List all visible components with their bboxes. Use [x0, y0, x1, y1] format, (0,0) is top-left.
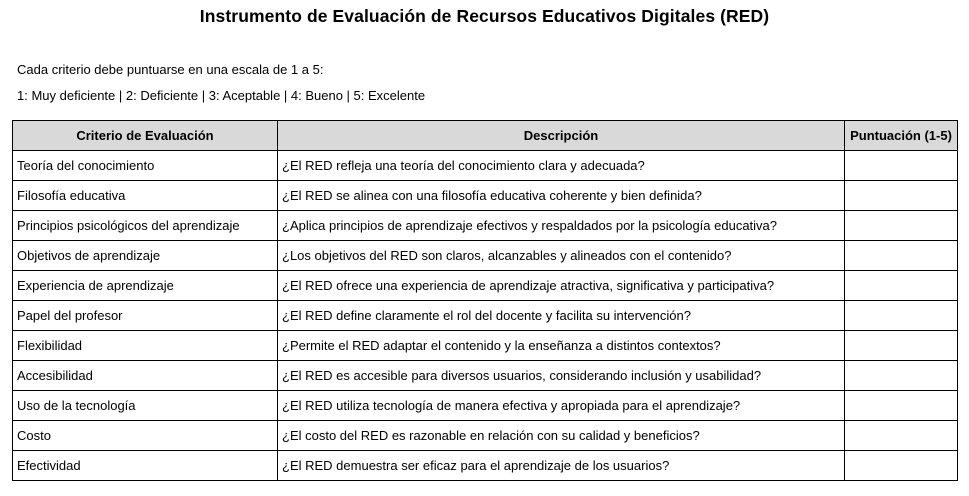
criterio-cell: Uso de la tecnología [13, 391, 278, 421]
criterio-cell: Filosofía educativa [13, 181, 278, 211]
criterio-cell: Teoría del conocimiento [13, 151, 278, 181]
document-title: Instrumento de Evaluación de Recursos Educativos Digitales (RED) [199, 6, 770, 26]
table-row [13, 391, 958, 421]
puntuacion-cell[interactable] [845, 421, 958, 451]
evaluation-table [12, 120, 958, 481]
puntuacion-cell[interactable] [845, 361, 958, 391]
table-row [13, 361, 958, 391]
header-criterio: Criterio de Evaluación [13, 121, 278, 151]
puntuacion-cell[interactable] [845, 391, 958, 421]
puntuacion-cell[interactable] [845, 271, 958, 301]
scale-legend: 1: Muy deficiente | 2: Deficiente | 3: Aceptable | 4: Bueno | 5: Excelente [17, 88, 426, 103]
criterio-cell: Costo [13, 421, 278, 451]
puntuacion-cell[interactable] [845, 241, 958, 271]
puntuacion-cell[interactable] [845, 211, 958, 241]
puntuacion-cell[interactable] [845, 181, 958, 211]
criterio-cell: Accesibilidad [13, 361, 278, 391]
descripcion-cell: ¿El RED refleja una teoría del conocimiento clara y adecuada? [278, 151, 845, 181]
descripcion-cell: ¿Aplica principios de aprendizaje efectivos y respaldados por la psicología educativa? [278, 211, 845, 241]
descripcion-cell: ¿El RED define claramente el rol del docente y facilita su intervención? [278, 301, 845, 331]
table-row [13, 451, 958, 481]
puntuacion-cell[interactable] [845, 331, 958, 361]
descripcion-cell: ¿El costo del RED es razonable en relación con su calidad y beneficios? [278, 421, 845, 451]
descripcion-cell: ¿El RED ofrece una experiencia de aprendizaje atractiva, significativa y participativa? [278, 271, 845, 301]
table-row [13, 241, 958, 271]
criterio-cell: Experiencia de aprendizaje [13, 271, 278, 301]
puntuacion-cell[interactable] [845, 451, 958, 481]
descripcion-cell: ¿Permite el RED adaptar el contenido y la enseñanza a distintos contextos? [278, 331, 845, 361]
puntuacion-cell[interactable] [845, 151, 958, 181]
descripcion-cell: ¿El RED es accesible para diversos usuarios, considerando inclusión y usabilidad? [278, 361, 845, 391]
table-row [13, 211, 958, 241]
header-descripcion: Descripción [278, 121, 845, 151]
criterio-cell: Principios psicológicos del aprendizaje [13, 211, 278, 241]
table-row [13, 151, 958, 181]
table-row [13, 301, 958, 331]
table-header-row [13, 121, 958, 151]
table-row [13, 331, 958, 361]
criterio-cell: Papel del profesor [13, 301, 278, 331]
criterio-cell: Efectividad [13, 451, 278, 481]
table-row [13, 421, 958, 451]
instructions-text: Cada criterio debe puntuarse en una escala de 1 a 5: [17, 62, 324, 77]
table-row [13, 271, 958, 301]
header-puntuacion: Puntuación (1-5) [845, 121, 958, 151]
descripcion-cell: ¿El RED utiliza tecnología de manera efectiva y apropiada para el aprendizaje? [278, 391, 845, 421]
puntuacion-cell[interactable] [845, 301, 958, 331]
criterio-cell: Flexibilidad [13, 331, 278, 361]
descripcion-cell: ¿El RED demuestra ser eficaz para el aprendizaje de los usuarios? [278, 451, 845, 481]
criterio-cell: Objetivos de aprendizaje [13, 241, 278, 271]
descripcion-cell: ¿Los objetivos del RED son claros, alcanzables y alineados con el contenido? [278, 241, 845, 271]
table-row [13, 181, 958, 211]
descripcion-cell: ¿El RED se alinea con una filosofía educativa coherente y bien definida? [278, 181, 845, 211]
